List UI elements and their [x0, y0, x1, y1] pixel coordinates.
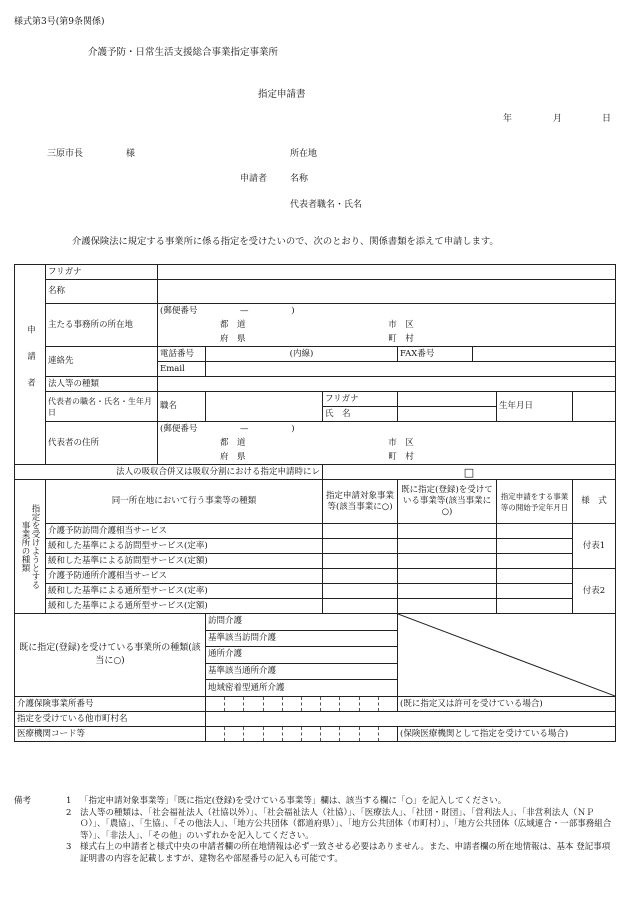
start-cell[interactable]	[497, 554, 573, 569]
other-city-field[interactable]	[206, 712, 616, 727]
services-side-label: 指定を受けようとする事業所の種類	[15, 480, 46, 614]
existing-item: 訪問介護	[206, 614, 398, 631]
existing-item: 地域密着型通所介護	[206, 680, 398, 697]
furigana2-field[interactable]	[398, 392, 497, 407]
name-label: 名称	[290, 174, 309, 184]
email-label: Email	[158, 362, 206, 377]
note-number: 2	[66, 807, 72, 818]
birth-label: 生年月日	[497, 392, 573, 422]
note-number: 1	[66, 796, 72, 806]
post-field[interactable]	[206, 392, 323, 422]
start-cell[interactable]	[497, 569, 573, 584]
col-service-type: 同一所在地において行う事業等の種類	[46, 480, 323, 524]
note-text: 「指定申請対象事業等」「既に指定(登録)を受けている事業等」欄は、該当する欄に「○」を記入してください。	[80, 796, 507, 806]
medical-note: (保険医療機関として指定を受けている場合)	[398, 727, 616, 742]
col-existing: 既に指定(登録)を受けている事業等(該当事業に○)	[398, 480, 497, 524]
rep-info-label: 代表者の職名・氏名・生年月日	[46, 392, 158, 422]
target-cell[interactable]	[323, 554, 398, 569]
target-cell[interactable]	[323, 584, 398, 599]
date-year: 年	[503, 114, 513, 124]
existing-cell[interactable]	[398, 569, 497, 584]
post-label: 職名	[158, 392, 206, 422]
date-day: 日	[602, 114, 612, 124]
name-field[interactable]	[158, 280, 616, 304]
target-cell[interactable]	[323, 599, 398, 614]
notes-section	[14, 796, 614, 865]
service-row: 緩和した基準による通所型サービス(定率)	[46, 584, 323, 599]
col-form: 様 式	[573, 480, 616, 524]
rep-chouson-label: 町 村	[388, 451, 414, 462]
contact-label: 連絡先	[46, 347, 158, 377]
service-row: 緩和した基準による通所型サービス(定額)	[46, 599, 323, 614]
fax-label: FAX番号	[398, 347, 473, 362]
service-row: 緩和した基準による訪問型サービス(定率)	[46, 539, 323, 554]
applicant-side-label: 申請者	[15, 265, 46, 465]
date-month: 月	[553, 114, 563, 124]
name-row-label: 名称	[46, 280, 158, 304]
notes-label: 備考	[14, 796, 32, 806]
start-cell[interactable]	[497, 599, 573, 614]
note-text: 法人等の種類は、「社会福祉法人（社協以外）」、「社会福祉法人（社協）」、「医療法人」、「社団・財団」、「営利法人」、「非営利法人（ＮＰＯ）」、「農協」、「生協」、「その他法人」、「地方公共団体（都道府県）」、「地方公共団体（市町村）」、「地方公共団体（広域連合・一部事務組合等）」、「非法人」、「その他」のいずれかを記入してください。	[80, 807, 612, 841]
target-cell[interactable]	[323, 524, 398, 539]
fullname-label: 氏 名	[323, 407, 398, 422]
merger-label: 法人の吸収合併又は吸収分割における指定申請時にレ	[15, 465, 323, 480]
corp-type-label: 法人等の種類	[46, 377, 158, 392]
target-cell[interactable]	[323, 569, 398, 584]
form-subtitle: 介護予防・日常生活支援総合事業指定事業所	[88, 47, 279, 58]
honorific: 様	[126, 149, 136, 159]
insurance-no-boxes[interactable]	[206, 697, 398, 712]
existing-item: 通所介護	[206, 647, 398, 664]
tel-label: 電話番号	[158, 347, 206, 362]
note-number: 3	[66, 842, 72, 852]
rep-postal-dash: —	[240, 423, 249, 434]
corp-type-field[interactable]	[158, 377, 616, 392]
col-target: 指定申請対象事業等(該当事業に○)	[323, 480, 398, 524]
fax-field[interactable]	[473, 347, 616, 362]
medical-code-label: 医療機関コード等	[15, 727, 206, 742]
furigana-label: フリガナ	[46, 265, 158, 280]
service-row: 緩和した基準による訪問型サービス(定額)	[46, 554, 323, 569]
mayor-label: 三原市長	[47, 149, 84, 159]
start-cell[interactable]	[497, 539, 573, 554]
fuken-label: 府 県	[220, 333, 246, 344]
insurance-no-label: 介護保険事業所番号	[15, 697, 206, 712]
tel-field[interactable]	[206, 347, 398, 362]
location-label: 所在地	[290, 149, 318, 159]
application-table	[14, 264, 616, 742]
intro-text: 介護保険法に規定する事業所に係る指定を受けたいので、次のとおり、関係書類を添えて申請します。	[72, 236, 499, 247]
existing-cell[interactable]	[398, 584, 497, 599]
todo-label: 都 道	[220, 319, 246, 330]
rep-fuken-label: 府 県	[220, 451, 246, 462]
note-text: 様式右上の申請者と様式中央の申請者欄の所在地情報は必ず一致させる必要はありません。また、申請者欄の所在地情報は、基本 登記事項証明書の内容を記載しますが、建物名や部屋番号の記入も可能です。	[80, 842, 611, 864]
service-row: 介護予防訪問介護相当サービス	[46, 524, 323, 539]
other-city-label: 指定を受けている他市町村名	[15, 712, 206, 727]
applicant-label: 申請者	[240, 174, 268, 184]
start-cell[interactable]	[497, 524, 573, 539]
rep-shiku-label: 市 区	[388, 437, 414, 448]
extension-label: (内線)	[289, 348, 314, 359]
rep-address-label: 代表者の住所	[46, 422, 158, 465]
office-address-label: 主たる事務所の所在地	[46, 304, 158, 347]
service-row: 介護予防通所介護相当サービス	[46, 569, 323, 584]
postal-dash: —	[240, 305, 249, 316]
col-start-date: 指定申請をする事業等の開始予定年月日	[497, 480, 573, 524]
form1-label: 付表1	[573, 524, 616, 569]
rep-todo-label: 都 道	[220, 437, 246, 448]
rep-postal-label: (郵便番号	[160, 423, 198, 434]
rep-postal-close: )	[291, 423, 295, 434]
birth-field[interactable]	[573, 392, 616, 422]
target-cell[interactable]	[323, 539, 398, 554]
merger-checkbox[interactable]: □	[323, 465, 616, 480]
existing-services-label: 既に指定(登録)を受けている事業所の種類(該当に○)	[15, 614, 206, 697]
postal-label: (郵便番号	[160, 305, 198, 316]
email-field[interactable]	[206, 362, 616, 377]
existing-item: 基準該当通所介護	[206, 663, 398, 680]
existing-cell[interactable]	[398, 554, 497, 569]
shiku-label: 市 区	[388, 319, 414, 330]
diagonal-cell	[398, 614, 616, 697]
furigana-field[interactable]	[158, 265, 616, 280]
page-title: 指定申請書	[258, 89, 306, 100]
insurance-note: (既に指定又は許可を受けている場合)	[398, 697, 616, 712]
start-cell[interactable]	[497, 584, 573, 599]
medical-code-boxes[interactable]	[206, 727, 398, 742]
existing-cell[interactable]	[398, 524, 497, 539]
diagonal-line	[398, 614, 615, 696]
existing-cell[interactable]	[398, 599, 497, 614]
form-number: 様式第3号(第9条関係)	[14, 17, 105, 27]
postal-close: )	[291, 305, 295, 316]
furigana2-label: フリガナ	[323, 392, 398, 407]
existing-cell[interactable]	[398, 539, 497, 554]
fullname-field[interactable]	[398, 407, 497, 422]
chouson-label: 町 村	[388, 333, 414, 344]
representative-label: 代表者職名・氏名	[290, 200, 363, 210]
form2-label: 付表2	[573, 569, 616, 614]
existing-item: 基準該当訪問介護	[206, 630, 398, 647]
